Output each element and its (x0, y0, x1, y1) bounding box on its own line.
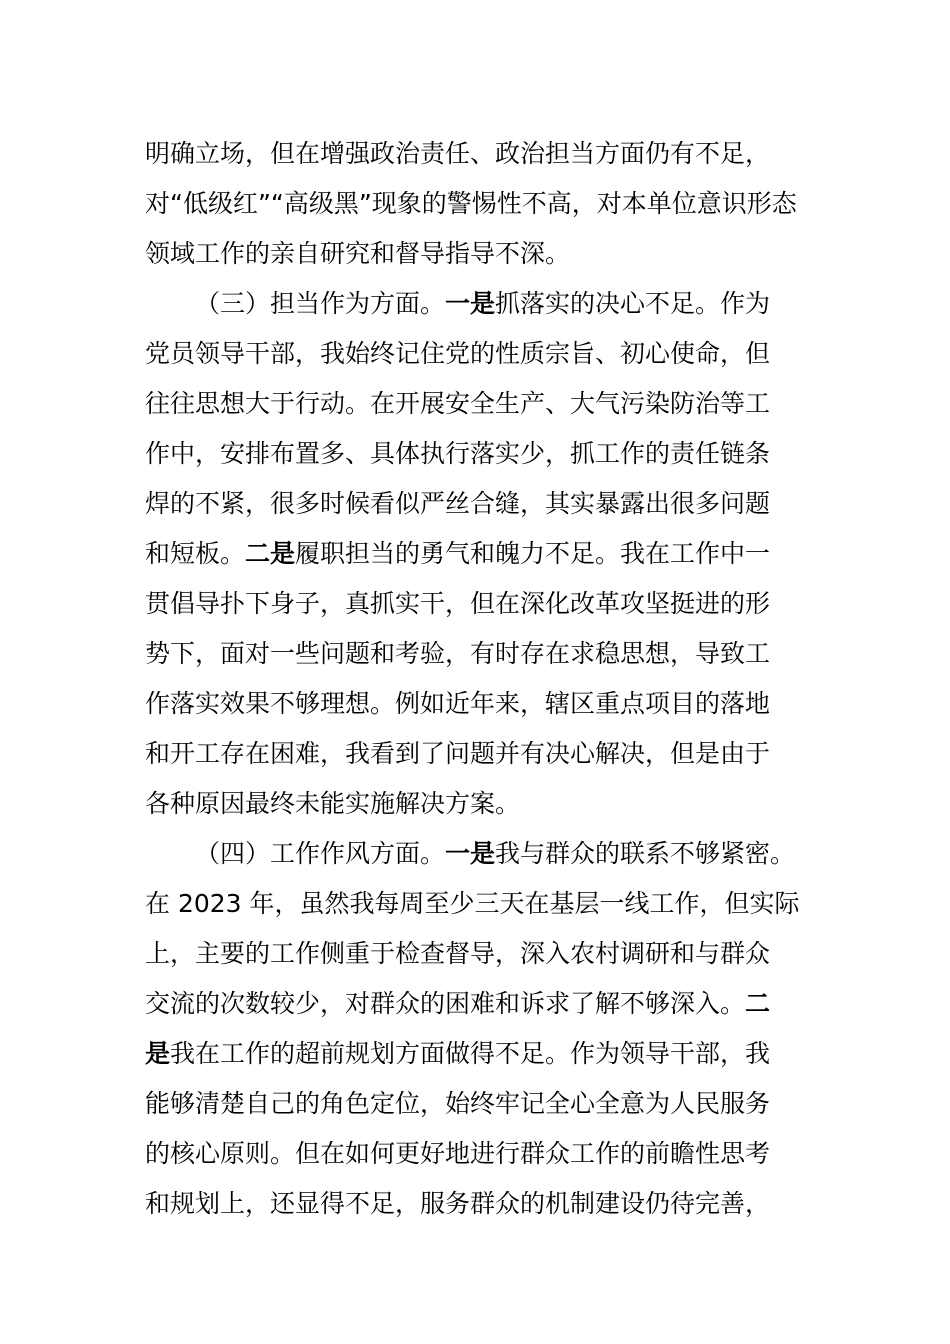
text-line: 的核心原则。但在如何更好地进行群众工作的前瞻性思考 (145, 1139, 771, 1168)
text-run: 履职担当的勇气和魄力不足。我在工作中一 (295, 539, 771, 568)
text-line: 领域工作的亲自研究和督导指导不深。 (145, 239, 571, 268)
text-line: 明确立场，但在增强政治责任、政治担当方面仍有不足， (145, 139, 771, 168)
text-line (145, 979, 825, 1029)
text-run: 交流的次数较少，对群众的困难和诉求了解不够深入。 (145, 989, 746, 1018)
section-four-first-line (145, 829, 825, 879)
point-one-lead: 一是 (445, 289, 496, 318)
text-line: 焊的不紧，很多时候看似严丝合缝，其实暴露出很多问题 (145, 489, 771, 518)
point-two-lead-end: 是 (145, 1039, 171, 1068)
point-one-lead: 一是 (445, 839, 496, 868)
text-line: 上，主要的工作侧重于检查督导，深入农村调研和与群众 (145, 939, 771, 968)
section-four-heading: （四）工作作风方面。 (195, 839, 446, 868)
text-line: 往往思想大于行动。在开展安全生产、大气污染防治等工 (145, 389, 771, 418)
section-three-heading: （三）担当作为方面。 (195, 289, 446, 318)
text-line: 和开工存在困难，我看到了问题并有决心解决，但是由于 (145, 739, 771, 768)
text-line (145, 1029, 825, 1079)
text-run: 我在工作的超前规划方面做得不足。作为领导干部，我 (170, 1039, 771, 1068)
text-line: 对“低级红”“高级黑”现象的警惕性不高，对本单位意识形态 (145, 189, 797, 218)
text-line: 和规划上，还显得不足，服务群众的机制建设仍待完善， (145, 1189, 771, 1218)
text-line: 作中，安排布置多、具体执行落实少，抓工作的责任链条 (145, 439, 771, 468)
text-line: 作落实效果不够理想。例如近年来，辖区重点项目的落地 (145, 689, 771, 718)
text-line: 能够清楚自己的角色定位，始终牢记全心全意为人民服务 (145, 1089, 771, 1118)
text-line: 各种原因最终未能实施解决方案。 (145, 789, 521, 818)
section-three-first-line (145, 279, 825, 329)
text-run: 抓落实的决心不足。作为 (495, 289, 771, 318)
point-two-lead: 二是 (245, 539, 296, 568)
text-run: 我与群众的联系不够紧密。 (495, 839, 796, 868)
text-run: 和短板。 (145, 539, 246, 568)
document-body (145, 129, 825, 1229)
point-two-lead-start: 二 (745, 989, 771, 1018)
text-line: 贯倡导扑下身子，真抓实干，但在深化改革攻坚挺进的形 (145, 589, 771, 618)
text-line: 在 2023 年，虽然我每周至少三天在基层一线工作，但实际 (145, 889, 800, 918)
text-line: 党员领导干部，我始终记住党的性质宗旨、初心使命，但 (145, 339, 771, 368)
text-line (145, 529, 825, 579)
text-line: 势下，面对一些问题和考验，有时存在求稳思想，导致工 (145, 639, 771, 668)
